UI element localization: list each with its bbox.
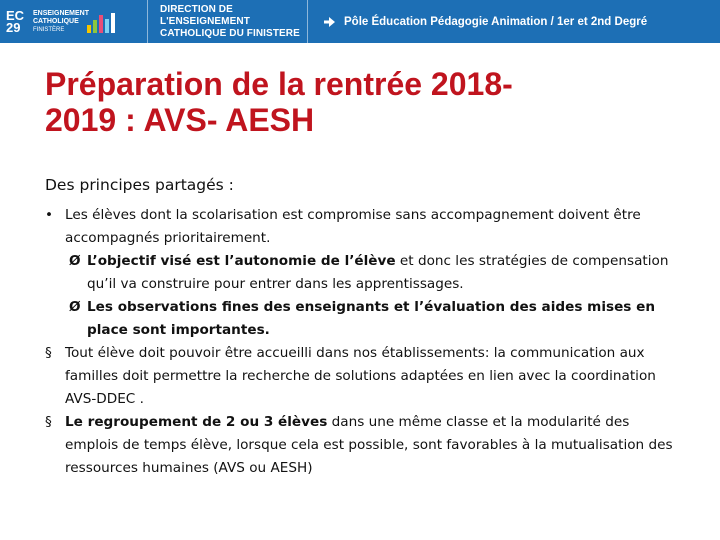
item-bold-text: Les observations fines des enseignants et l’évaluation des aides mises en place sont importantes. (87, 299, 656, 338)
title-line1: Préparation de la rentrée 2018- (45, 66, 513, 102)
logo-words (33, 9, 90, 34)
header-bar (0, 0, 720, 43)
list-item (45, 204, 685, 250)
bullet-marker: • (45, 207, 54, 223)
item-text: Tout élève doit pouvoir être accueilli dans nos établissements: la communication aux familles doit permettre la recherche de solutions adaptées en lien avec la coordination AVS-DDEC . (65, 345, 656, 407)
pole-label (308, 0, 647, 43)
logo-line2: CATHOLIQUE (33, 17, 79, 25)
logo (0, 0, 148, 43)
item-text: et donc les stratégies de compensation qu’il va construire pour entrer dans les apprentissages. (87, 253, 669, 292)
section-bullet-marker: § (45, 414, 52, 430)
intro-text: Des principes partagés : (45, 176, 234, 194)
logo-code (6, 7, 30, 35)
direction-line1: DIRECTION DE L'ENSEIGNEMENT (160, 3, 250, 27)
logo-line1: ENSEIGNEMENT (33, 9, 90, 17)
slide-title (45, 66, 685, 138)
list-item (45, 250, 685, 296)
item-bold-text: L’objectif visé est l’autonomie de l’élève (87, 253, 396, 269)
arrow-right-icon (322, 15, 336, 29)
slide-body (45, 176, 685, 480)
logo-line3: FINISTÈRE (33, 26, 65, 33)
arrow-bullet-marker: Ø (69, 299, 81, 315)
arrow-bullet-marker: Ø (69, 253, 81, 269)
logo-code-bottom: 29 (6, 19, 21, 35)
pole-text: Pôle Éducation Pédagogie Animation / 1er et 2nd Degré (344, 15, 648, 28)
logo-bars-icon (87, 11, 115, 33)
direction-label (148, 0, 308, 43)
direction-line2: CATHOLIQUE DU FINISTERE (160, 27, 300, 39)
item-bold-text: Le regroupement de 2 ou 3 élèves (65, 414, 328, 430)
list-item (45, 411, 685, 480)
logo-code-top: EC (6, 7, 25, 23)
list-item (45, 296, 685, 342)
list-item (45, 342, 685, 411)
item-text: Les élèves dont la scolarisation est compromise sans accompagnement doivent être accompagnés prioritairement. (65, 207, 641, 246)
item-text: dans une même classe et la modularité des emplois de temps élève, lorsque cela est possible, sont favorables à la mutualisation des ressources humaines (AVS ou AESH) (65, 414, 673, 476)
section-bullet-marker: § (45, 345, 52, 361)
title-line2: 2019 : AVS- AESH (45, 102, 315, 138)
